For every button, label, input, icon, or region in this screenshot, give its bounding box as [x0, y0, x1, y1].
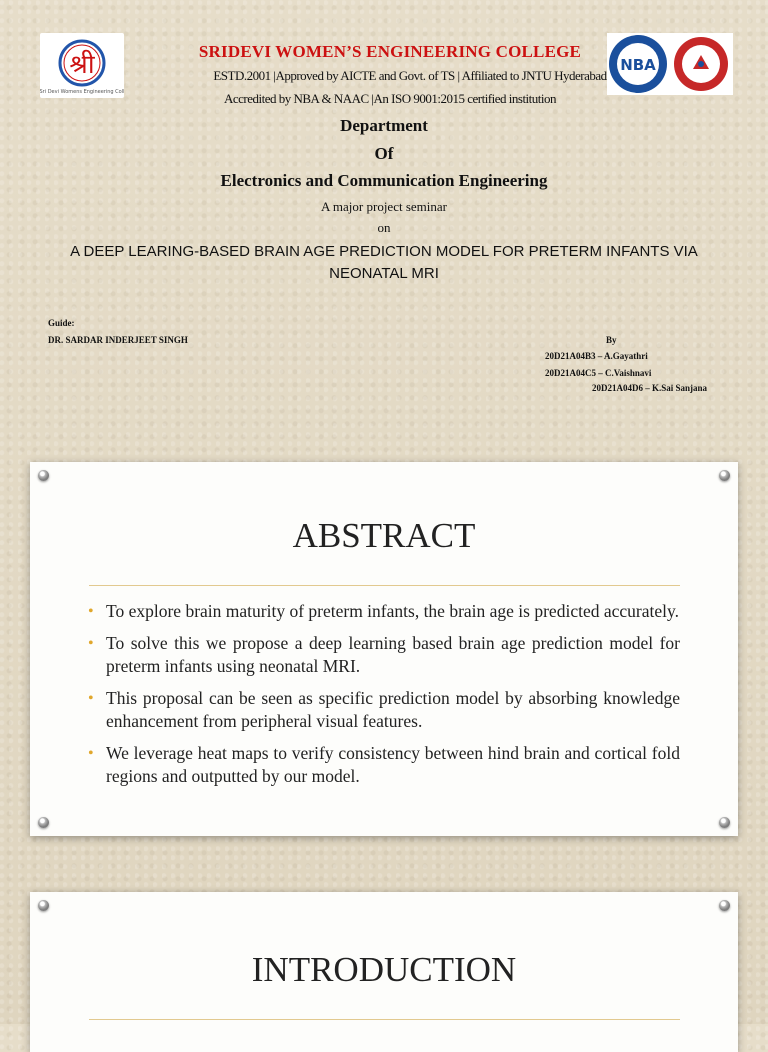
student-1: 20D21A04B3 – A.Gayathri [545, 351, 648, 361]
guide-name: DR. SARDAR INDERJEET SINGH [48, 335, 188, 345]
seminar-type: A major project seminar [321, 199, 447, 214]
student-3: 20D21A04D6 – K.Sai Sanjana [592, 383, 708, 393]
bullet-icon: • [88, 745, 94, 762]
bullet-icon: • [88, 603, 94, 620]
department-label: Department [340, 116, 428, 135]
college-accreditation: Accredited by NBA & NAAC |An ISO 9001:2015 certified institution [223, 91, 557, 106]
pin-icon [719, 817, 730, 828]
pin-icon [719, 900, 730, 911]
project-title: A DEEP LEARING-BASED BRAIN AGE PREDICTION MODEL FOR PRETERM INFANTS VIA NEONATAL MRI [70, 243, 698, 282]
abstract-bullets [88, 600, 680, 797]
title-slide [0, 0, 768, 440]
seminar-on: on [377, 220, 391, 235]
svg-text:Sri Devi Womens Engineering Co: Sri Devi Womens Engineering Coll [40, 89, 124, 95]
list-item: • To solve this we propose a deep learning based brain age prediction model for preterm infants using neonatal MRI. [88, 633, 680, 676]
list-item: • To explore brain maturity of preterm infants, the brain age is predicted accurately. [88, 601, 679, 621]
department-name: Electronics and Communication Engineering [220, 171, 548, 190]
pin-icon [38, 817, 49, 828]
svg-text:श्री: श्री [69, 50, 95, 80]
guide-label: Guide: [48, 318, 75, 328]
pin-icon [38, 900, 49, 911]
list-item: • We leverage heat maps to verify consistency between hind brain and cortical fold regions and outputted by our model. [88, 743, 680, 786]
title-divider [89, 585, 680, 586]
college-establishment: ESTD.2001 |Approved by AICTE and Govt. of TS | Affiliated to JNTU Hyderabad [213, 68, 607, 83]
title-divider [89, 1019, 680, 1020]
introduction-title: INTRODUCTION [251, 950, 517, 989]
abstract-slide [30, 462, 738, 836]
svg-text:NBA: NBA [620, 56, 656, 74]
department-of: Of [374, 144, 394, 163]
pin-icon [38, 470, 49, 481]
college-name: SRIDEVI WOMEN’S ENGINEERING COLLEGE [198, 42, 582, 61]
student-2: 20D21A04C5 – C.Vaishnavi [545, 368, 652, 378]
abstract-title: ABSTRACT [292, 516, 476, 555]
bullet-icon: • [88, 690, 94, 707]
list-item: • This proposal can be seen as specific prediction model by absorbing knowledge enhancement from peripheral visual features. [88, 688, 680, 731]
bullet-icon: • [88, 635, 94, 652]
introduction-slide [30, 892, 738, 1052]
pin-icon [719, 470, 730, 481]
by-label: By [606, 335, 617, 345]
